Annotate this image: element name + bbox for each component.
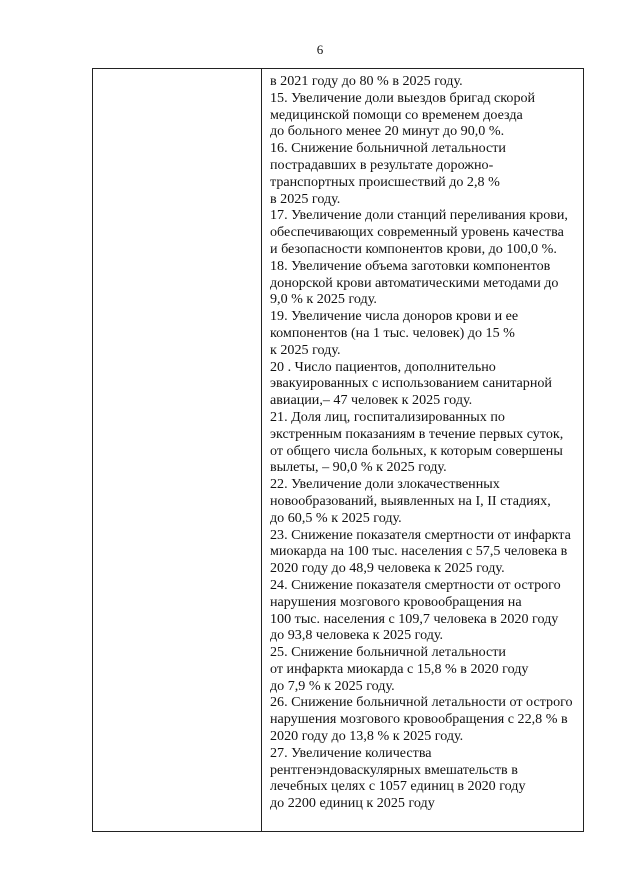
text-line: 27. Увеличение количества (270, 744, 432, 761)
text-line: компонентов (на 1 тыс. человек) до 15 % (270, 324, 515, 341)
text-line: донорской крови автоматическими методами до (270, 274, 559, 291)
text-line: пострадавших в результате дорожно- (270, 156, 494, 173)
text-line: до 2200 единиц к 2025 году (270, 795, 435, 812)
text-line: в 2025 году. (270, 190, 341, 207)
text-line: к 2025 году. (270, 341, 341, 358)
text-line: 17. Увеличение доли станций переливания крови, (270, 207, 568, 224)
text-line: 23. Снижение показателя смертности от инфаркта (270, 526, 571, 543)
text-line: рентгенэндоваскулярных вмешательств в (270, 761, 518, 778)
text-line: эвакуированных с использованием санитарной (270, 375, 552, 392)
text-line: 9,0 % к 2025 году. (270, 291, 377, 308)
text-line: 21. Доля лиц, госпитализированных по (270, 408, 505, 425)
text-line: до 7,9 % к 2025 году. (270, 677, 395, 694)
text-line: вылеты, – 90,0 % к 2025 году. (270, 459, 447, 476)
text-line: 20 . Число пациентов, дополнительно (270, 358, 496, 375)
text-line: до больного менее 20 минут до 90,0 %. (270, 123, 505, 140)
text-line: экстренным показаниям в течение первых суток, (270, 425, 564, 442)
text-line: от инфаркта миокарда с 15,8 % в 2020 году (270, 660, 529, 677)
document-table (92, 68, 584, 832)
text-line: нарушения мозгового кровообращения с 22,8 % в (270, 711, 568, 728)
text-line: 19. Увеличение числа доноров крови и ее (270, 308, 519, 325)
text-line: новообразований, выявленных на I, II стадиях, (270, 492, 551, 509)
text-line: 18. Увеличение объема заготовки компонентов (270, 257, 551, 274)
text-line: до 93,8 человека к 2025 году. (270, 627, 444, 644)
text-line: медицинской помощи со временем доезда (270, 106, 523, 123)
text-line: лечебных целях с 1057 единиц в 2020 году (270, 778, 526, 795)
text-line: 24. Снижение показателя смертности от острого (270, 576, 561, 593)
text-line: 25. Снижение больничной летальности (270, 644, 506, 661)
text-line: от общего числа больных, к которым совершены (270, 442, 563, 459)
text-line: нарушения мозгового кровообращения на (270, 593, 522, 610)
text-line: обеспечивающих современный уровень качества (270, 224, 564, 241)
text-line: 16. Снижение больничной летальности (270, 140, 506, 157)
text-line: до 60,5 % к 2025 году. (270, 509, 402, 526)
targets-list-cell (270, 73, 577, 812)
text-line: 2020 году до 13,8 % к 2025 году. (270, 728, 464, 745)
text-line: 15. Увеличение доли выездов бригад скорой (270, 89, 536, 106)
column-divider (261, 69, 262, 831)
text-line: 26. Снижение больничной летальности от острого (270, 694, 573, 711)
text-line: 2020 году до 48,9 человека к 2025 году. (270, 560, 505, 577)
text-line: 100 тыс. населения с 109,7 человека в 2020 году (270, 610, 559, 627)
text-line: в 2021 году до 80 % в 2025 году. (270, 73, 463, 89)
text-line: и безопасности компонентов крови, до 100,0 %. (270, 240, 557, 257)
text-line: авиации,– 47 человек к 2025 году. (270, 392, 473, 409)
text-line: транспортных происшествий до 2,8 % (270, 173, 500, 190)
page-number: 6 (316, 42, 324, 57)
text-line: 22. Увеличение доли злокачественных (270, 476, 500, 493)
text-line: миокарда на 100 тыс. населения с 57,5 человека в (270, 543, 568, 560)
